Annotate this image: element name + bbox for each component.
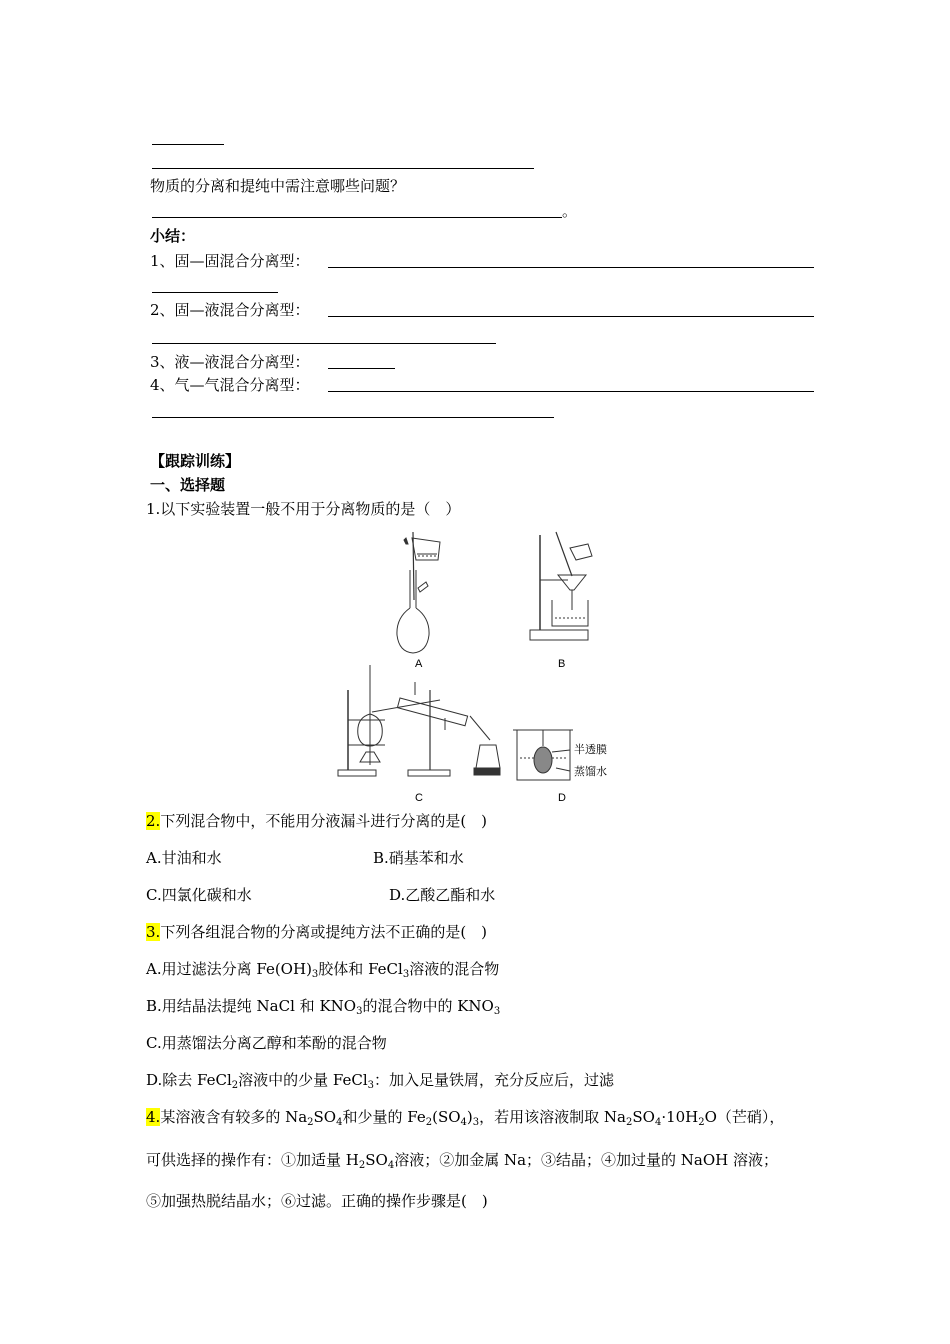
question-text: 下列混合物中，不能用分液漏斗进行分离的是( ) xyxy=(160,812,488,830)
apparatus-a xyxy=(397,532,440,653)
summary-item: 1、固—固混合分离型： xyxy=(150,252,310,270)
question-number: 2. xyxy=(146,812,161,830)
summary-item: 3、液—液混合分离型： xyxy=(150,353,310,371)
question-2 xyxy=(146,811,487,831)
figure-label: C xyxy=(415,792,423,804)
answer-blank[interactable] xyxy=(152,168,534,169)
answer-blank[interactable] xyxy=(152,343,496,344)
apparatus-d xyxy=(513,730,573,780)
answer-blank[interactable] xyxy=(328,316,814,317)
answer-blank[interactable] xyxy=(328,368,395,369)
membrane-label: 半透膜 xyxy=(574,744,607,756)
figure-label: B xyxy=(558,658,566,670)
question-4-line-3: ⑤加强热脱结晶水；⑥过滤。正确的操作步骤是( ) xyxy=(146,1192,488,1210)
water-label: 蒸馏水 xyxy=(574,766,607,778)
answer-blank[interactable] xyxy=(152,417,554,418)
apparatus-b xyxy=(530,532,592,640)
summary-item: 4、气—气混合分离型： xyxy=(150,376,310,394)
question-4-line-2: 可供选择的操作有：①加适量 $H_2SO_4$溶液；②加金属 Na；③结晶；④加过量的 NaOH 溶液； xyxy=(146,1151,779,1171)
end-mark: 。 xyxy=(562,202,578,220)
apparatus-figure xyxy=(330,530,620,810)
question-text: 物质的分离和提纯中需注意哪些问题？ xyxy=(150,177,406,195)
summary-title: 小结： xyxy=(150,227,196,245)
option-d[interactable]: D.乙酸乙酯和水 xyxy=(389,886,496,904)
section-heading: 一、选择题 xyxy=(150,476,226,494)
answer-blank[interactable] xyxy=(152,144,224,145)
option-d[interactable]: D.除去 FeCl$_2$溶液中的少量 FeCl$_3$：加入足量铁屑，充分反应后，过滤 xyxy=(146,1071,615,1091)
answer-blank[interactable] xyxy=(328,391,814,392)
practice-title: 【跟踪训练】 xyxy=(150,452,241,470)
question-number: 4. xyxy=(146,1108,161,1126)
option-b[interactable]: B.用结晶法提纯 NaCl 和 $KNO_3$的混合物中的 $KNO_3$ xyxy=(146,997,501,1017)
question-3 xyxy=(146,922,487,942)
option-c[interactable]: C.四氯化碳和水 xyxy=(146,886,252,904)
question-number: 3. xyxy=(146,923,161,941)
question-4: 4.某溶液含有较多的 $Na_2SO_4$和少量的 $Fe_2(SO_4)_3$，若用该溶液制取 $Na_2SO_4\cdot 10H_2O$（芒硝）， xyxy=(146,1108,785,1128)
answer-blank[interactable] xyxy=(152,217,562,218)
option-a[interactable]: A.甘油和水 xyxy=(146,849,222,867)
summary-item: 2、固—液混合分离型： xyxy=(150,301,310,319)
option-b[interactable]: B.硝基苯和水 xyxy=(373,849,464,867)
answer-blank[interactable] xyxy=(152,292,278,293)
question-text: 下列各组混合物的分离或提纯方法不正确的是( ) xyxy=(160,923,488,941)
question-1: 1.以下实验装置一般不用于分离物质的是（ ） xyxy=(146,500,461,518)
answer-blank[interactable] xyxy=(328,267,814,268)
figure-label: D xyxy=(558,792,566,804)
option-c[interactable]: C.用蒸馏法分离乙醇和苯酚的混合物 xyxy=(146,1034,387,1052)
option-a[interactable]: A.用过滤法分离 $Fe(OH)_3$胶体和 FeCl$_3$溶液的混合物 xyxy=(146,960,500,980)
apparatus-c xyxy=(338,665,500,776)
figure-label: A xyxy=(415,658,423,670)
